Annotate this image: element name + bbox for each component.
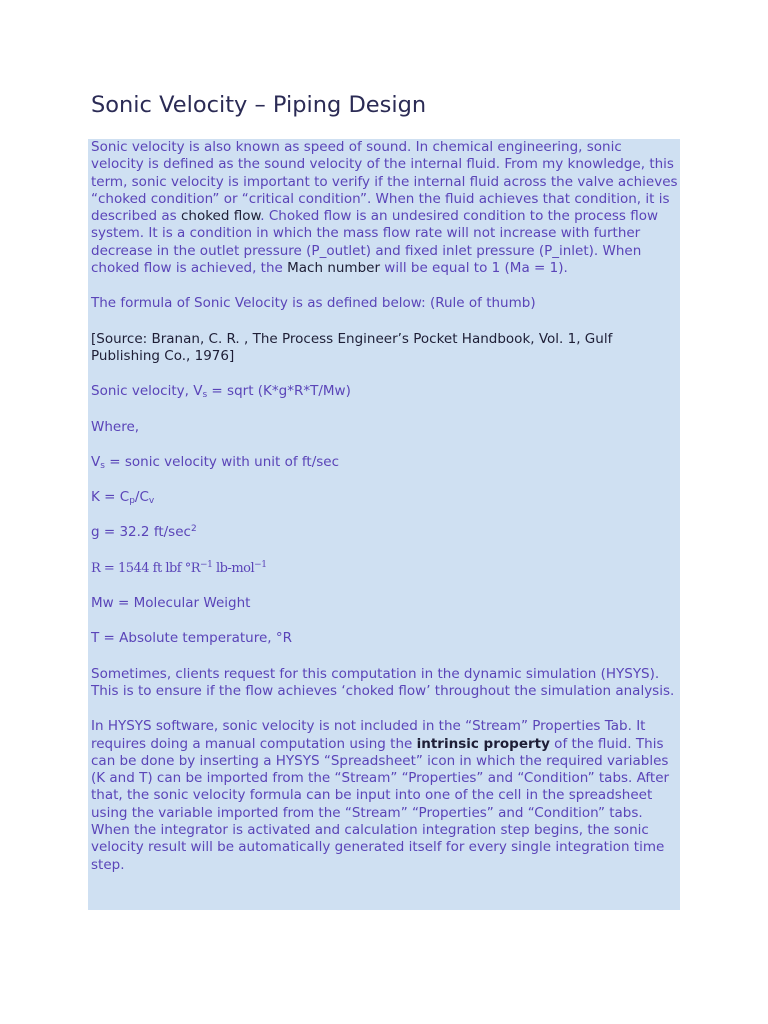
spacer <box>91 471 678 489</box>
t-definition: T = Absolute temperature, °R <box>91 630 293 647</box>
spacer <box>91 700 678 718</box>
formula-prefix: Sonic velocity, V <box>91 383 203 400</box>
spacer <box>91 506 678 524</box>
r-definition <box>91 560 678 577</box>
hysys-software-paragraph <box>91 718 678 874</box>
source-citation: [Source: Branan, C. R. , The Process Engineer’s Pocket Handbook, Vol. 1, Gulf Publishing Co., 1976] <box>91 330 613 364</box>
spacer <box>91 577 678 595</box>
spacer <box>91 648 678 666</box>
vs-definition <box>91 454 678 471</box>
r-superscript-1: −1 <box>200 559 213 570</box>
mw-definition: Mw = Molecular Weight <box>91 595 251 612</box>
intro-text-3: will be equal to 1 (Ma = 1). <box>380 260 568 277</box>
spacer <box>91 401 678 419</box>
vs-text: = sonic velocity with unit of ft/sec <box>104 453 340 470</box>
r-mid: lb-mol <box>212 560 255 576</box>
vs-symbol: V <box>91 453 101 470</box>
g-text: g = 32.2 ft/sec <box>91 524 191 541</box>
r-superscript-2: −1 <box>254 559 267 570</box>
g-definition <box>91 524 678 541</box>
vs-subscript: s <box>100 460 105 471</box>
page-title: Sonic Velocity – Piping Design <box>91 92 427 118</box>
spacer <box>91 277 678 295</box>
choked-flow-link[interactable]: choked flow <box>180 208 261 225</box>
k-definition <box>91 489 678 506</box>
r-text: R = 1544 ft lbf °R <box>91 560 201 576</box>
k-mid: /C <box>134 489 149 506</box>
spacer <box>91 365 678 383</box>
where-label: Where, <box>91 418 140 435</box>
intro-text-2: . Choked flow is an undesired condition to the process flow system. It is a condition in which the mass flow rate will not increase with further decrease in the outlet pressure (P_outlet) and fixed inlet pressure (P_inlet). When choked flow is achieved, the <box>91 208 659 277</box>
last-text-2: of the fluid. This can be done by inserting a HYSYS “Spreadsheet” icon in which the required variables (K and T) can be imported from the “Stream” “Properties” and “Condition” tabs. After that, the sonic velocity formula can be input into one of the cell in the spreadsheet using the variable imported from the “Stream” “Properties” and “Condition” tabs. When the integrator is activated and calculation integration step begins, the sonic velocity result will be automatically generated itself for every single integration time step. <box>91 735 670 873</box>
sonic-velocity-formula <box>91 383 678 400</box>
g-superscript: 2 <box>190 524 197 535</box>
formula-subscript: s <box>202 390 208 401</box>
last-text-1: In HYSYS software, sonic velocity is not included in the “Stream” Properties Tab. It requires doing a manual computation using the <box>91 718 646 752</box>
highlighted-content <box>88 139 680 910</box>
spacer <box>91 436 678 454</box>
intro-paragraph <box>91 139 678 277</box>
spacer <box>91 612 678 630</box>
k-subscript-p: p <box>129 496 135 507</box>
k-prefix: K = C <box>91 489 130 506</box>
spacer <box>91 313 678 331</box>
spacer <box>91 542 678 560</box>
formula-rest: = sqrt (K*g*R*T/Mw) <box>207 383 351 400</box>
intrinsic-property-term: intrinsic property <box>416 735 550 752</box>
k-subscript-v: v <box>148 496 155 507</box>
hysys-paragraph: Sometimes, clients request for this computation in the dynamic simulation (HYSYS). This is to ensure if the flow achieves ‘choked flow’ throughout the simulation analysis. <box>91 665 675 699</box>
mach-number-link[interactable]: Mach number <box>287 260 381 277</box>
intro-text-1: Sonic velocity is also known as speed of sound. In chemical engineering, sonic velocity is defined as the sound velocity of the internal fluid. From my knowledge, this term, sonic velocity is important to verify if the internal fluid across the valve achieves “choked condition” or “critical condition”. When the fluid achieves that condition, it is described as <box>91 139 678 225</box>
formula-intro: The formula of Sonic Velocity is as defined below: (Rule of thumb) <box>91 295 536 312</box>
